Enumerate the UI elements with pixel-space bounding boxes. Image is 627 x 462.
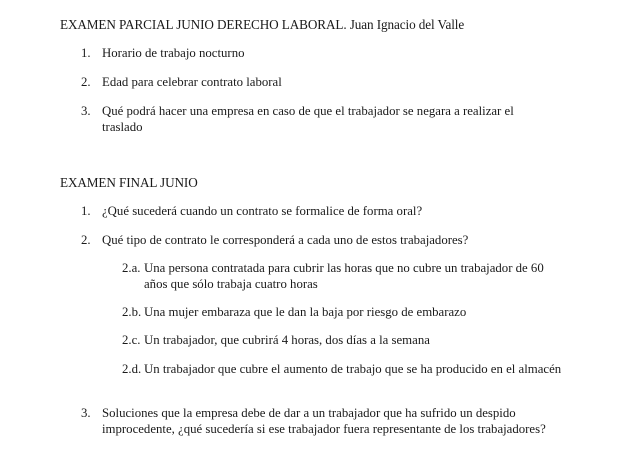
subitem-number: 2.d. [122, 362, 142, 376]
subitem-text: Un trabajador que cubre el aumento de trabajo que se ha producido en el almacén [144, 362, 562, 376]
item-text: Qué podrá hacer una empresa en caso de que el trabajador se negara a realizar el traslado [102, 104, 514, 134]
section-title-final: EXAMEN FINAL JUNIO [60, 175, 198, 190]
item-text: Edad para celebrar contrato laboral [102, 75, 282, 89]
subitem-number: 2.a. [122, 261, 141, 275]
section-title-parcial: EXAMEN PARCIAL JUNIO DERECHO LABORAL. Juan Ignacio del Valle [60, 17, 465, 32]
item-number: 2. [81, 75, 91, 89]
item-number: 2. [81, 233, 91, 247]
item-number: 3. [81, 104, 91, 118]
item-text: Qué tipo de contrato le corresponderá a cada uno de estos trabajadores? [102, 233, 469, 247]
subitem-text: Un trabajador, que cubrirá 4 horas, dos días a la semana [144, 333, 430, 347]
item-number: 3. [81, 406, 91, 420]
item-number: 1. [81, 46, 91, 60]
subitem-text: Una persona contratada para cubrir las horas que no cubre un trabajador de 60 años que sólo trabaja cuatro horas [144, 261, 544, 291]
item-text: Horario de trabajo nocturno [102, 46, 245, 60]
subitem-number: 2.c. [122, 333, 141, 347]
subitem-number: 2.b. [122, 305, 142, 319]
item-text: ¿Qué sucederá cuando un contrato se formalice de forma oral? [102, 204, 423, 218]
subitem-text: Una mujer embaraza que le dan la baja por riesgo de embarazo [144, 305, 467, 319]
item-number: 1. [81, 204, 91, 218]
item-text: Soluciones que la empresa debe de dar a un trabajador que ha sufrido un despido improcedente, ¿qué sucedería si ese trabajador fuera representante de los trabajadores? [102, 406, 546, 436]
